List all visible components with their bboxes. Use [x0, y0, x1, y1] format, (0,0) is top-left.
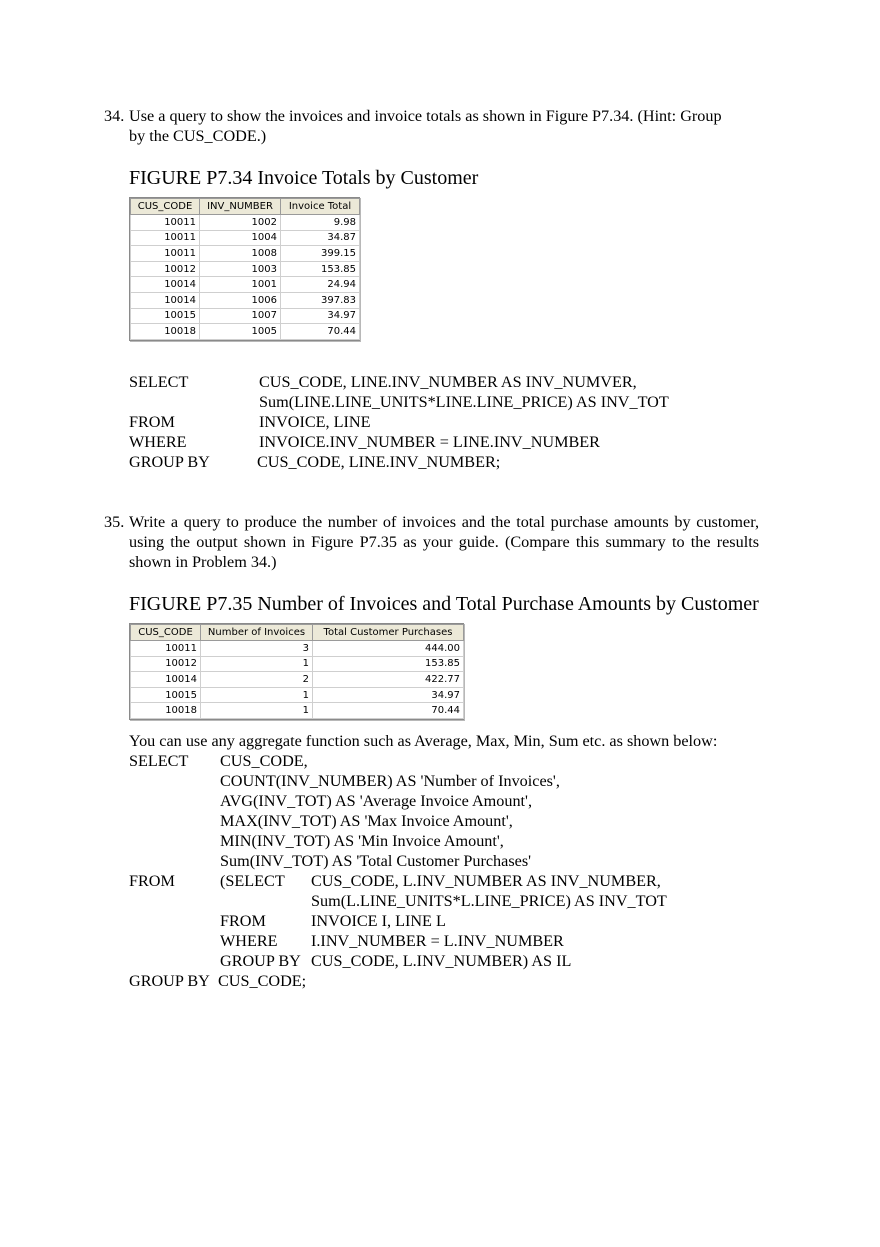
invoice-totals-cell: 399.15: [281, 246, 360, 262]
sql-code: CUS_CODE, L.INV_NUMBER AS INV_NUMBER,: [311, 872, 661, 890]
invoice-totals-cell: 1006: [200, 292, 281, 308]
invoice-totals-cell: 24.94: [281, 277, 360, 293]
customer-purchases-cell: 10011: [131, 641, 201, 657]
sql-keyword: FROM: [129, 872, 175, 890]
sql-code: INVOICE.INV_NUMBER = LINE.INV_NUMBER: [259, 433, 600, 451]
customer-purchases-header-cell: CUS_CODE: [131, 625, 201, 641]
sql-keyword: GROUP BY: [129, 453, 210, 471]
invoice-totals-cell: 1004: [200, 230, 281, 246]
sql-code: WHERE: [220, 932, 278, 950]
customer-purchases-cell: 3: [201, 641, 313, 657]
sql-code: CUS_CODE,: [220, 752, 308, 770]
invoice-totals-row: [131, 308, 360, 324]
sql-code: INVOICE I, LINE L: [311, 912, 446, 930]
invoice-totals-cell: 9.98: [281, 215, 360, 231]
customer-purchases-header-cell: Number of Invoices: [201, 625, 313, 641]
sql-code: GROUP BY: [220, 952, 301, 970]
customer-purchases-row: [131, 687, 464, 703]
invoice-totals-row: [131, 324, 360, 340]
customer-purchases-cell: 10014: [131, 672, 201, 688]
sql-code: Sum(L.LINE_UNITS*L.LINE_PRICE) AS INV_TOT: [311, 892, 667, 910]
sql-keyword: WHERE: [129, 433, 187, 451]
sql-code: CUS_CODE, LINE.INV_NUMBER AS INV_NUMVER,: [259, 373, 637, 391]
customer-purchases-cell: 1: [201, 703, 313, 719]
invoice-totals-cell: 1003: [200, 261, 281, 277]
invoice-totals-cell: 397.83: [281, 292, 360, 308]
customer-purchases-row: [131, 641, 464, 657]
invoice-totals-header-cell: INV_NUMBER: [200, 199, 281, 215]
sql-code: CUS_CODE, L.INV_NUMBER) AS IL: [311, 952, 572, 970]
q35-intro: You can use any aggregate function such as Average, Max, Min, Sum etc. as shown below:: [129, 732, 718, 750]
customer-purchases-cell: 1: [201, 687, 313, 703]
invoice-totals-cell: 34.87: [281, 230, 360, 246]
sql-code: (SELECT: [220, 872, 285, 890]
sql-code: CUS_CODE;: [218, 972, 307, 990]
sql-code: FROM: [220, 912, 266, 930]
sql-keyword: SELECT: [129, 752, 189, 770]
customer-purchases-cell: 70.44: [313, 703, 464, 719]
invoice-totals-row: [131, 277, 360, 293]
invoice-totals-row: [131, 246, 360, 262]
invoice-totals-cell: 1005: [200, 324, 281, 340]
customer-purchases-cell: 10015: [131, 687, 201, 703]
sql-keyword: SELECT: [129, 373, 189, 391]
customer-purchases-cell: 422.77: [313, 672, 464, 688]
sql-code: I.INV_NUMBER = L.INV_NUMBER: [311, 932, 564, 950]
figure-p7-34-title: FIGURE P7.34 Invoice Totals by Customer: [129, 167, 479, 189]
invoice-totals-row: [131, 215, 360, 231]
invoice-totals-row: [131, 292, 360, 308]
invoice-totals-cell: 10011: [131, 230, 200, 246]
q34-text-line2: by the CUS_CODE.): [129, 127, 267, 145]
invoice-totals-cell: 70.44: [281, 324, 360, 340]
customer-purchases-cell: 2: [201, 672, 313, 688]
q34-number: 34.: [104, 107, 125, 125]
invoice-totals-cell: 10018: [131, 324, 200, 340]
invoice-totals-cell: 10014: [131, 277, 200, 293]
invoice-totals-cell: 10014: [131, 292, 200, 308]
sql-code: MAX(INV_TOT) AS 'Max Invoice Amount',: [220, 812, 513, 830]
customer-purchases-cell: 10018: [131, 703, 201, 719]
sql-code: COUNT(INV_NUMBER) AS 'Number of Invoices',: [220, 772, 560, 790]
q34-text-line1: Use a query to show the invoices and invoice totals as shown in Figure P7.34. (Hint: Group: [129, 107, 722, 125]
customer-purchases-row: [131, 672, 464, 688]
invoice-totals-cell: 10011: [131, 246, 200, 262]
sql-code: CUS_CODE, LINE.INV_NUMBER;: [257, 453, 501, 471]
invoice-totals-header-cell: Invoice Total: [281, 199, 360, 215]
sql-code: MIN(INV_TOT) AS 'Min Invoice Amount',: [220, 832, 504, 850]
invoice-totals-cell: 10012: [131, 261, 200, 277]
invoice-totals-cell: 10015: [131, 308, 200, 324]
q35-number: 35.: [104, 513, 125, 531]
sql-code: Sum(INV_TOT) AS 'Total Customer Purchases': [220, 852, 532, 870]
customer-purchases-table: [129, 623, 464, 720]
invoice-totals-header-cell: CUS_CODE: [131, 199, 200, 215]
sql-keyword: FROM: [129, 413, 175, 431]
sql-code: AVG(INV_TOT) AS 'Average Invoice Amount',: [220, 792, 532, 810]
invoice-totals-cell: 1001: [200, 277, 281, 293]
customer-purchases-row: [131, 703, 464, 719]
customer-purchases-row: [131, 656, 464, 672]
invoice-totals-table: [129, 197, 360, 341]
invoice-totals-cell: 34.97: [281, 308, 360, 324]
customer-purchases-header-cell: Total Customer Purchases: [313, 625, 464, 641]
customer-purchases-cell: 34.97: [313, 687, 464, 703]
invoice-totals-cell: 1002: [200, 215, 281, 231]
customer-purchases-cell: 10012: [131, 656, 201, 672]
sql-keyword: GROUP BY: [129, 972, 210, 990]
customer-purchases-cell: 1: [201, 656, 313, 672]
customer-purchases-cell: 444.00: [313, 641, 464, 657]
sql-code: Sum(LINE.LINE_UNITS*LINE.LINE_PRICE) AS INV_TOT: [259, 393, 669, 411]
sql-code: INVOICE, LINE: [259, 413, 371, 431]
customer-purchases-cell: 153.85: [313, 656, 464, 672]
invoice-totals-cell: 1007: [200, 308, 281, 324]
invoice-totals-cell: 1008: [200, 246, 281, 262]
invoice-totals-row: [131, 230, 360, 246]
q35-text: Write a query to produce the number of invoices and the total purchase amounts by customer, using the output shown in Figure P7.35 as your guide. (Compare this summary to the results shown in Problem 34.): [129, 513, 759, 571]
invoice-totals-cell: 153.85: [281, 261, 360, 277]
invoice-totals-cell: 10011: [131, 215, 200, 231]
invoice-totals-row: [131, 261, 360, 277]
figure-p7-35-title: FIGURE P7.35 Number of Invoices and Total Purchase Amounts by Customer: [129, 593, 759, 615]
